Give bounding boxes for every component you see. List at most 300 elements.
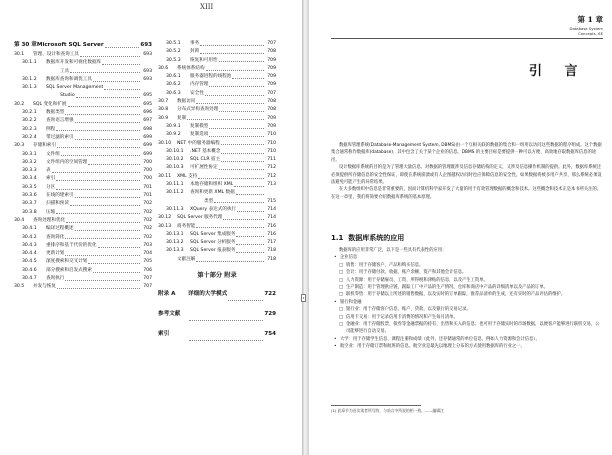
toc-entry-number: 30.6.2 bbox=[166, 82, 181, 88]
toc-leader-dots bbox=[70, 200, 140, 206]
toc-entry-number: 30.4.5 bbox=[22, 259, 37, 265]
toc-entry-title: 部分搜索和启发式搜索 bbox=[46, 267, 92, 273]
toc-entry bbox=[14, 134, 152, 142]
toc-entry-page: 716 bbox=[267, 223, 276, 229]
toc-leader-dots bbox=[189, 306, 263, 321]
toc-entry-number: 30.9.1 bbox=[166, 123, 181, 129]
toc-entry-title: 恢复和可用性 bbox=[190, 57, 218, 63]
toc-entry bbox=[14, 175, 152, 183]
toc-entry-number: 30.10 bbox=[158, 140, 172, 146]
toc-entry-page: 711 bbox=[267, 157, 276, 163]
toc-entry-page: 693 bbox=[143, 76, 152, 82]
left-page bbox=[0, 0, 302, 455]
toc-leader-dots bbox=[189, 326, 263, 341]
toc-entry-page: 695 bbox=[143, 101, 152, 107]
toc-leader-dots bbox=[209, 81, 264, 87]
toc-entry bbox=[14, 209, 152, 217]
toc-entry-title: 分区 bbox=[46, 184, 56, 190]
toc-entry bbox=[158, 148, 276, 156]
toc-entry-title: 存储和索引 bbox=[33, 143, 56, 149]
enterprise-item: □ 生产制造：用于管理供应链，跟踪工厂中产品的生产情况、仓库和商店中产品的详细清单以及产品的订单。 bbox=[331, 284, 603, 291]
toc-entry-page: 706 bbox=[143, 267, 152, 273]
toc-entry bbox=[14, 275, 152, 283]
toc-entry-page: 717 bbox=[267, 240, 276, 246]
toc-leader-dots bbox=[223, 214, 264, 220]
toc-entry-number: 30.6 bbox=[158, 65, 169, 71]
chapter-side-tab: 1 bbox=[302, 296, 305, 300]
toc-entry-title: 例程 bbox=[46, 126, 56, 132]
toc-entry-title: 工具 bbox=[60, 68, 70, 74]
toc-entry bbox=[158, 247, 276, 255]
toc-entry-page: 699 bbox=[143, 151, 152, 157]
toc-entry bbox=[158, 198, 276, 206]
toc-leader-dots bbox=[214, 198, 264, 204]
toc-leader-dots bbox=[196, 223, 264, 229]
toc-entry-page: 710 bbox=[267, 132, 276, 138]
toc-entry bbox=[14, 40, 152, 50]
application-item: • 大学：用于存储学生信息、课程注册和成绩（此外，还存储通常的单位信息，例如人力资源和会计信息）。 bbox=[331, 336, 603, 343]
toc-entry-page: 710 bbox=[267, 148, 276, 154]
toc-entry bbox=[158, 189, 276, 197]
application-item: • 航空业：用于存储订票和航班的信息。航空业是最先以地理上分布的方式使用数据库的行业之一。 bbox=[331, 343, 603, 350]
toc-entry-number: 30.10.3 bbox=[166, 165, 184, 171]
appendix-page: 754 bbox=[264, 331, 276, 338]
chapter-subtitle: Database System Concepts, 6E bbox=[569, 26, 603, 36]
toc-entry-number: 30.9 bbox=[158, 115, 169, 121]
toc-entry-page: 697 bbox=[143, 118, 152, 124]
toc-entry bbox=[158, 214, 276, 222]
header-rule bbox=[331, 38, 603, 39]
toc-entry-number: 30.7 bbox=[158, 99, 169, 105]
toc-entry-page: 700 bbox=[143, 159, 152, 165]
toc-entry-title: SQL Server 集成服务 bbox=[190, 231, 236, 237]
toc-entry-number: 30.1.3 bbox=[22, 85, 37, 91]
toc-leader-dots bbox=[187, 115, 264, 121]
toc-entry-page: 709 bbox=[267, 82, 276, 88]
toc-entry-title: 数据类型 bbox=[46, 110, 65, 116]
toc-entry-title: 更新计划 bbox=[46, 251, 65, 257]
toc-entry-page: 699 bbox=[143, 143, 152, 149]
appendix-label: 索引 bbox=[158, 331, 170, 338]
toc-entry-page: 702 bbox=[143, 201, 152, 207]
enterprise-item: □ 联机零售：用于存储以上所述的销售数据，以及实时的订单跟踪，推荐品清单的生成，还有实时的产品评估的维护。 bbox=[331, 291, 603, 298]
toc-entry-number: 30.3.3 bbox=[22, 168, 37, 174]
toc-entry-number: 30.2.1 bbox=[22, 110, 37, 116]
intro-paragraph-3: 在大多数组织中信息是非常重要的，因而计算机科学家开发了大量的用于有效管理数据的概念和技术。这些概念和技术正是本书所关注的。在这一章里，我们将简要介绍数据库系统的基本原理。 bbox=[331, 187, 602, 200]
toc-leader-dots bbox=[209, 131, 264, 137]
toc-entry-number: 30.6.3 bbox=[166, 90, 181, 96]
toc-entry-page: 700 bbox=[143, 168, 152, 174]
toc-entry-page bbox=[141, 59, 152, 67]
toc-entry-page: 707 bbox=[267, 90, 276, 96]
toc-leader-dots bbox=[57, 283, 140, 289]
enterprise-item: □ 销售：用于存储客户、产品和购买信息。 bbox=[331, 262, 603, 269]
toc-entry-page: 696 bbox=[143, 110, 152, 116]
toc-leader-dots bbox=[65, 250, 140, 256]
chapter-label: 第 1 章 bbox=[577, 15, 603, 24]
toc-entry-page: 714 bbox=[267, 206, 276, 212]
toc-entry bbox=[14, 258, 152, 266]
toc-leader-dots bbox=[232, 73, 264, 79]
toc-entry-title: XQuery 表达式的执行 bbox=[190, 206, 237, 212]
toc-leader-dots bbox=[236, 189, 264, 195]
toc-entry-title: 管理、设计和查询工具 bbox=[33, 52, 79, 57]
toc-leader-dots bbox=[57, 142, 140, 148]
toc-entry-number: 30.1.1 bbox=[22, 60, 37, 66]
toc-entry-title: 查询简化 bbox=[46, 234, 65, 240]
toc-entry-page: 698 bbox=[143, 126, 152, 132]
toc-entry-page: 709 bbox=[267, 57, 276, 63]
toc-entry-page: 718 bbox=[267, 256, 276, 262]
section-title: 数据库系统的应用 bbox=[348, 234, 405, 242]
toc-entry-number: 30.4.2 bbox=[22, 234, 37, 240]
toc-entry bbox=[158, 256, 276, 264]
toc-leader-dots bbox=[93, 267, 140, 273]
toc-leader-dots bbox=[52, 167, 140, 173]
toc-leader-dots bbox=[237, 206, 264, 212]
toc-leader-dots bbox=[234, 181, 264, 187]
toc-entry-title: 安全性 bbox=[190, 90, 204, 96]
appendix-page: 722 bbox=[264, 291, 276, 298]
toc-entry-number: 30.8 bbox=[158, 107, 169, 113]
toc-entry-title: 服务器进程的线程池 bbox=[190, 74, 232, 80]
toc-entry-title: 文献注解 bbox=[177, 256, 196, 262]
toc-entry-page: 707 bbox=[143, 276, 152, 282]
toc-leader-dots bbox=[198, 173, 264, 179]
toc-entry-number: 30.4.3 bbox=[22, 242, 37, 248]
toc-entry-number: 30.3.2 bbox=[22, 159, 37, 165]
toc-entry-page: 695 bbox=[143, 93, 152, 99]
toc-leader-dots bbox=[56, 126, 140, 132]
toc-entry bbox=[158, 115, 276, 123]
toc-entry-number: 30.11.3 bbox=[166, 206, 184, 212]
toc-entry-title: 复制模型 bbox=[190, 123, 209, 129]
toc-entry-number: 30.1 bbox=[14, 52, 25, 57]
toc-entry-title: SQL CLR 宿主 bbox=[190, 157, 221, 163]
toc-entry-page: 707 bbox=[267, 41, 276, 46]
toc-entry-page: 699 bbox=[143, 134, 152, 140]
toc-entry-title: 复制 bbox=[177, 115, 187, 121]
toc-entry-page: 705 bbox=[143, 259, 152, 265]
toc-entry bbox=[158, 140, 276, 148]
chapter-title: 引 言 bbox=[529, 64, 587, 79]
toc-entry-title: 系统体系结构 bbox=[177, 65, 205, 71]
toc-entry-number: 30.13.2 bbox=[166, 240, 184, 246]
toc-entry-number: 30.5 bbox=[14, 284, 25, 290]
toc-entry-page: 702 bbox=[143, 209, 152, 215]
toc-leader-dots bbox=[56, 184, 140, 190]
toc-entry-title: 封锁 bbox=[190, 49, 200, 55]
toc-entry-title: 可扩展性协定 bbox=[190, 165, 218, 171]
toc-entry bbox=[14, 142, 152, 150]
toc-entry-number bbox=[41, 68, 60, 76]
toc-column-2 bbox=[158, 40, 276, 343]
section-heading bbox=[331, 233, 404, 243]
toc-entry-title: 扫描和预读 bbox=[46, 201, 69, 207]
toc-leader-dots bbox=[104, 84, 140, 90]
toc-entry bbox=[158, 156, 276, 164]
toc-entry-page: 710 bbox=[267, 140, 276, 146]
toc-entry-number: 30.11.1 bbox=[166, 182, 184, 188]
toc-leader-dots bbox=[75, 192, 140, 198]
toc-entry-title: 带过滤的索引 bbox=[46, 134, 74, 140]
toc-entry-title: SQL Server 服务代理 bbox=[177, 215, 223, 221]
toc-entry-number bbox=[41, 92, 60, 100]
toc-entry bbox=[14, 51, 152, 59]
toc-entry-title: 表 bbox=[46, 168, 51, 174]
bank-heading: • 银行和金融 bbox=[331, 299, 603, 306]
toc-entry-number: 30.3.4 bbox=[22, 176, 37, 182]
toc-entry bbox=[158, 57, 276, 65]
appendix-title: 详细的大学模式 bbox=[188, 291, 228, 298]
toc-leader-dots bbox=[228, 286, 263, 301]
toc-entry bbox=[14, 109, 152, 117]
toc-entry-number: 30.10.1 bbox=[166, 148, 184, 154]
toc-leader-dots bbox=[219, 106, 264, 112]
toc-entry-page: 702 bbox=[143, 234, 152, 240]
toc-entry-number: 30.1.2 bbox=[22, 76, 37, 82]
toc-entry-page: 693 bbox=[143, 68, 152, 74]
toc-entry-page: 702 bbox=[143, 226, 152, 232]
toc-entry bbox=[158, 106, 276, 114]
toc-column-1 bbox=[14, 40, 152, 292]
toc-leader-dots bbox=[88, 258, 140, 264]
toc-leader-dots bbox=[221, 148, 264, 154]
toc-entry bbox=[14, 84, 152, 92]
toc-entry-number: 30.5.2 bbox=[166, 49, 181, 55]
toc-leader-dots bbox=[206, 65, 264, 71]
toc-leader-dots bbox=[236, 247, 264, 253]
toc-entry-number: 第 30 章 bbox=[14, 42, 37, 48]
toc-entry bbox=[14, 126, 152, 134]
enterprise-item: □ 人力资源：用于存储雇员、工资、所得税和津贴的信息，以及产生工资单。 bbox=[331, 277, 603, 284]
toc-entry bbox=[158, 81, 276, 89]
toc-leader-dots bbox=[236, 239, 264, 245]
toc-entry bbox=[14, 250, 152, 258]
toc-entry bbox=[158, 206, 276, 214]
toc-entry bbox=[14, 68, 152, 76]
toc-entry-number: 30.11.2 bbox=[166, 190, 184, 196]
toc-entry bbox=[14, 234, 152, 242]
applications-list bbox=[331, 247, 603, 351]
toc-leader-dots bbox=[200, 48, 264, 54]
intro-text bbox=[331, 142, 603, 201]
toc-entry-page: 716 bbox=[267, 231, 276, 237]
appendix-entry bbox=[158, 286, 276, 303]
toc-leader-dots bbox=[80, 51, 140, 57]
toc-entry-title: 复制选项 bbox=[190, 132, 209, 138]
toc-entry-page: 704 bbox=[143, 251, 152, 257]
toc-leader-dots bbox=[219, 164, 264, 170]
toc-leader-dots bbox=[200, 40, 264, 46]
toc-entry-title: 深度搜索和交叉计划 bbox=[46, 259, 88, 265]
toc-entry-number: 30.3.5 bbox=[22, 184, 37, 190]
toc-leader-dots bbox=[205, 90, 264, 96]
toc-entry bbox=[14, 283, 152, 291]
toc-entry bbox=[158, 123, 276, 131]
toc-entry-number: 30.5.3 bbox=[166, 57, 181, 63]
toc-entry-page: 709 bbox=[267, 115, 276, 121]
toc-leader-dots bbox=[105, 40, 140, 48]
toc-leader-dots bbox=[98, 242, 140, 248]
appendix-label: 附录 A bbox=[158, 291, 176, 298]
toc-entry-title: 数据访问 bbox=[177, 99, 196, 105]
toc-entry-title: Studio bbox=[60, 93, 75, 99]
toc-entry-number: 30.13.1 bbox=[166, 231, 184, 237]
toc-leader-dots bbox=[93, 76, 140, 82]
toc-entry-number: 30.10.2 bbox=[166, 157, 184, 163]
toc-entry-number: 30.12 bbox=[158, 215, 172, 221]
toc-leader-dots bbox=[102, 59, 140, 65]
toc-entry-title: 文件组 bbox=[46, 151, 60, 157]
appendix-label: 参考文献 bbox=[158, 311, 181, 318]
toc-entry-number: 30.6.1 bbox=[166, 74, 181, 80]
toc-entry-title: 压缩 bbox=[46, 209, 56, 215]
toc-leader-dots bbox=[70, 68, 140, 74]
toc-leader-dots bbox=[65, 275, 140, 281]
toc-entry-title: SQL Server 报表服务 bbox=[190, 248, 236, 254]
toc-entry bbox=[14, 101, 152, 109]
toc-entry bbox=[158, 98, 276, 106]
toc-entry bbox=[14, 184, 152, 192]
book-gutter bbox=[302, 0, 309, 455]
toc-entry-page: 708 bbox=[267, 99, 276, 105]
toc-entry-number: 30.2.4 bbox=[22, 134, 37, 140]
toc-entry-page: 712 bbox=[267, 165, 276, 171]
toc-leader-dots bbox=[75, 117, 140, 123]
toc-leader-dots bbox=[56, 209, 140, 215]
toc-entry-page: 700 bbox=[143, 176, 152, 182]
toc-leader-dots bbox=[65, 109, 140, 115]
toc-entry-title: 重排序和基于代价的优化 bbox=[46, 242, 97, 248]
toc-leader-dots bbox=[75, 225, 140, 231]
toc-leader-dots bbox=[236, 231, 264, 237]
toc-leader-dots bbox=[219, 57, 264, 63]
toc-entry-number: 30.3.7 bbox=[22, 201, 37, 207]
toc-entry-page: 715 bbox=[267, 198, 276, 204]
toc-entry bbox=[158, 40, 276, 48]
toc-entry bbox=[14, 92, 152, 100]
toc-entry-number: 30.4 bbox=[14, 217, 25, 223]
toc-entry-title: 查询执行 bbox=[46, 276, 65, 282]
toc-entry-title: 本地存储和组织 XML bbox=[190, 182, 234, 188]
toc-entry-page: 701 bbox=[143, 193, 152, 199]
toc-leader-dots bbox=[66, 217, 140, 223]
toc-entry-number: 30.4.1 bbox=[22, 226, 37, 232]
toc-entry-page: 708 bbox=[267, 49, 276, 55]
toc-entry bbox=[158, 73, 276, 81]
toc-entry bbox=[14, 151, 152, 159]
toc-entry-title: 索引 bbox=[46, 176, 56, 182]
toc-entry-page: 709 bbox=[267, 74, 276, 80]
toc-entry-page: 707 bbox=[143, 284, 152, 290]
toc-entry-number: 30.2.3 bbox=[22, 126, 37, 132]
appendix-page: 729 bbox=[264, 311, 276, 318]
toc-entry-page: 713 bbox=[267, 182, 276, 188]
intro-paragraph-1: 数据库管理系统(Database-Management System, DBMS)由一个互相关联的数据的集合和一组用以访问这些数据的程序组成。这个数据集合通常称作数据库(database)，其中包含了关于某个企业的信息。DBMS 的主要目标是要提供一种可以方便、高效地存取数据库信息的途径。 bbox=[331, 143, 602, 163]
toc-leader-dots bbox=[61, 151, 140, 157]
toc-entry-page: 708 bbox=[267, 107, 276, 113]
toc-entry-page bbox=[265, 189, 276, 197]
part-title: 第十部分 附录 bbox=[197, 272, 237, 280]
toc-entry bbox=[14, 217, 152, 225]
toc-leader-dots bbox=[221, 140, 264, 146]
section-number: 1.1 bbox=[331, 234, 344, 242]
toc-entry-title: 在线的建索引 bbox=[46, 193, 74, 199]
toc-entry-title: 查询和更新 XML 数据 bbox=[190, 190, 235, 196]
toc-entry bbox=[158, 131, 276, 139]
toc-entry-number: 30.2.2 bbox=[22, 118, 37, 124]
toc-entry-title: 文件组内的空间管理 bbox=[46, 159, 88, 165]
toc-entry-number: 30.3 bbox=[14, 143, 25, 149]
enterprise-item: □ 会计：用于存储付款、收据、账户余额、资产和其他会计信息。 bbox=[331, 269, 603, 276]
toc-entry-number: 30.13.3 bbox=[166, 248, 184, 254]
toc-entry bbox=[14, 117, 152, 125]
toc-entry-title: SQL Server Management bbox=[46, 85, 104, 91]
toc-entry-number bbox=[185, 198, 204, 206]
toc-entry-title: 商务智能 bbox=[177, 223, 196, 229]
toc-entry-title: 查询处理和优化 bbox=[33, 217, 66, 223]
footnote-rule bbox=[331, 405, 421, 406]
toc-leader-dots bbox=[65, 234, 140, 240]
appendix-entry bbox=[158, 306, 276, 323]
toc-entry bbox=[14, 167, 152, 175]
toc-entry-page: 703 bbox=[143, 242, 152, 248]
toc-entry-title: SQL Server 分析服务 bbox=[190, 240, 236, 246]
toc-entry-number: 30.5.1 bbox=[166, 41, 181, 46]
toc-entry-title: 编译过程概述 bbox=[46, 226, 74, 232]
page-number: XIII bbox=[200, 3, 214, 11]
toc-entry-title: 并发与恢复 bbox=[33, 284, 56, 290]
toc-entry bbox=[158, 48, 276, 56]
toc-leader-dots bbox=[56, 175, 140, 181]
right-page bbox=[309, 0, 612, 455]
toc-entry bbox=[158, 173, 276, 181]
toc-entry-page: 709 bbox=[267, 123, 276, 129]
toc-entry bbox=[158, 231, 276, 239]
toc-entry-title: 类型 bbox=[204, 198, 214, 204]
toc-entry bbox=[14, 159, 152, 167]
appendix-entry bbox=[158, 326, 276, 343]
toc-entry bbox=[14, 242, 152, 250]
intro-paragraph-2: 设计数据库系统的目的是为了管理大量信息。对数据的管理既涉及信息存储结构的定义，又涉及信息操作机制的提供。此外，数据库系统还必须提供所存储信息的安全性保证，即使在系统崩溃或有人企图越权访问时也应保障信息的安全性。如果数据将被多用户共享，那么系统必须设法避免可能产生的异常结果。 bbox=[331, 165, 602, 186]
toc-entry-page: 714 bbox=[267, 215, 276, 221]
toc-entry bbox=[158, 223, 276, 231]
toc-entry-number: 30.9.2 bbox=[166, 132, 181, 138]
toc-entry-number: 30.11 bbox=[158, 173, 172, 179]
toc-entry-title: SQL 变化和扩展 bbox=[33, 101, 67, 107]
toc-entry bbox=[158, 90, 276, 98]
toc-entry bbox=[14, 225, 152, 233]
toc-entry bbox=[14, 59, 152, 67]
toc-entry-page: 718 bbox=[267, 248, 276, 254]
toc-entry bbox=[14, 76, 152, 84]
toc-leader-dots bbox=[76, 92, 140, 98]
toc-entry-title: .NET 基本概念 bbox=[190, 148, 221, 154]
footnote: (1) 此章节为首次读者所写的，与前言中所说的相一致。——编辑注 bbox=[331, 408, 444, 413]
bank-item: □ 信用卡交易：用于记录信用卡消费的情况和产生每月清单。 bbox=[331, 314, 603, 321]
toc-leader-dots bbox=[209, 123, 264, 129]
toc-entry-title: Microsoft SQL Server bbox=[36, 42, 104, 48]
toc-entry-page: 709 bbox=[267, 65, 276, 71]
toc-entry-number: 30.2 bbox=[14, 101, 25, 107]
toc-entry-number: 30.13 bbox=[158, 223, 172, 229]
toc-leader-dots bbox=[68, 101, 140, 107]
toc-entry-number: 30.3.8 bbox=[22, 209, 37, 215]
toc-entry bbox=[14, 200, 152, 208]
toc-entry-title: 分布式异构查询处理 bbox=[177, 107, 219, 113]
toc-entry-title: 数据库查询和调优工具 bbox=[46, 76, 92, 82]
